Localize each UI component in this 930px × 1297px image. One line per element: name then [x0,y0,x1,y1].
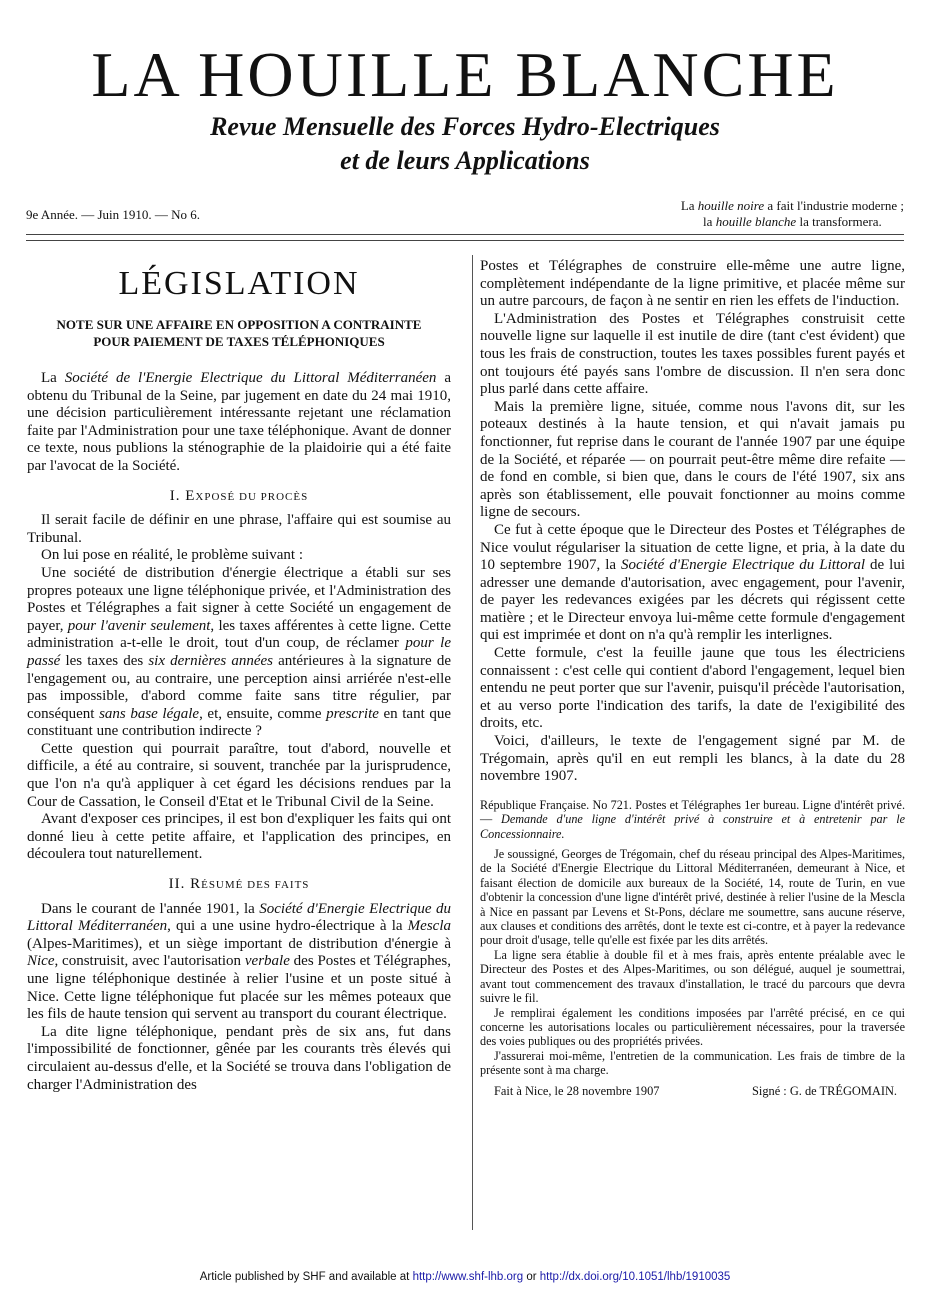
doi-link[interactable]: http://dx.doi.org/10.1051/lhb/1910035 [539,1271,731,1283]
issue-info: 9e Année. — Juin 1910. — No 6. [26,207,201,222]
paragraph: L'Administration des Postes et Télégraphes construisit cette nouvelle ligne sur laquelle il est inutile de dire (tant c'est évident) que tous les frais de construction, toutes les taxes possibles furent payés et ont toujours été payés sans l'ombre de discussion. Il n'en sera donc plus parlé dans cette affaire. [480,310,905,398]
motto: La houille noire a fait l'industrie moderne ; la houille blanche la transformera. [680,198,904,229]
engagement-quote [480,798,905,1098]
quote-paragraph: J'assurerai moi-même, l'entretien de la communication. Les frais de timbre de la présente sont à ma charge. [480,1048,905,1078]
paragraph: Ce fut à cette époque que le Directeur des Postes et Télégraphes de Nice voulut régulariser la situation de cette ligne, et pria, à la date du 10 septembre 1907, la Société d'Energie Electrique du Littoral de lui adresser une demande d'autorisation, avec engagement, pour l'avenir, de payer les redevances exigées par les décrets qui régissent cette matière ; et le Directeur envoya lui-même cette formule d'engagement qui est imprimée et dont on n'a qu'à remplir les interlignes. [480,521,906,644]
paragraph: Une société de distribution d'énergie électrique a établi sur ses propres poteaux une ligne téléphonique privée, et l'Administration des Postes et Télégraphes a fait signer à cette Société un engagement de payer, pour l'avenir seulement, les taxes afférentes à cette ligne. Cette administration a-t-elle le droit, tout d'un coup, de réclamer pour le passé les taxes des six dernières années antérieures à la signature de l'engagement ou, au contraire, une perception ainsi arriérée n'est-elle pas impossible, d'abord comme faite sans titre régulier, par conséquent sans base légale, et, ensuite, comme prescrite en tant que constituant une contribution indirecte ? [27,564,451,740]
left-column [27,258,451,1094]
quote-paragraph: Je soussigné, Georges de Trégomain, chef du réseau principal des Alpes-Maritimes, de la Société d'Energie Electrique du Littoral Méditerranéen, demeurant à Nice, et faisant élection de domicile aux bureaux de la Société, 14, route de Turin, en vue d'obtenir la concession d'une ligne d'intérêt privé, destinée à relier l'usine de la Mescla à Nice en passant par Levens et St-Pons, déclare me soumettre, sans aucune réserve, aux clauses et conditions des arrêtés, dont le texte est ci-contre, et à payer la redevance pour droit d'usage, telle qu'elle est fixée par les dits arrêtés. [480,847,905,948]
paragraph: Il serait facile de définir en une phrase, l'affaire qui est soumise au Tribunal. [27,512,451,546]
paragraph: Voici, d'ailleurs, le texte de l'engagement signé par M. de Trégomain, après qu'il en eut rempli les blancs, à la date du 28 novembre 1907. [480,733,905,785]
chapter-heading-2: II. RÉSUMÉ DES FAITS [168,876,310,893]
quote-header: République Française. No 721. Postes et Télégraphes 1er bureau. Ligne d'intérêt privé. — Demande d'une ligne d'intérêt privé à construire et à entretenir par le Concessionnaire. [480,797,905,841]
signature-date: Fait à Nice, le 28 novembre 1907 [494,1083,660,1098]
masthead [0,40,930,178]
signature-line [480,1084,905,1098]
section-title: LÉGISLATION [118,265,360,302]
footer: Article published by SHF and available at http://www.shf-lhb.org or http://dx.doi.org/10.1051/lhb/1910035 [199,1271,731,1283]
quote-paragraph: La ligne sera établie à double fil et à mes frais, après entente préalable avec le Directeur des Postes et des Alpes-Maritimes, ou son délégué, auquel je soumettrai, avant tout commencement des travaux d'installation, le tracé du parcours que devra suivre le fil. [480,947,905,1006]
paragraph: Avant d'exposer ces principes, il est bon d'expliquer les faits qui ont donné lieu à cette petite affaire, et l'application des principes, en découlera tout naturellement. [27,811,451,863]
journal-title: LA HOUILLE BLANCHE [91,39,839,110]
journal-subtitle-line1: Revue Mensuelle des Forces Hydro-Electriques [210,112,720,141]
paragraph: On lui pose en réalité, le problème suivant : [41,547,304,564]
paragraph: Cette question qui pourrait paraître, tout d'abord, nouvelle et difficile, a été au contraire, si souvent, tranchée par la jurisprudence, que l'on n'a qu'à appliquer à cet égard les décisions rendues par la Cour de Cassation, le Conseil d'Etat et le Tribunal Civil de la Seine. [27,740,451,810]
paragraph: Dans le courant de l'année 1901, la Société d'Energie Electrique du Littoral Méditerranéen, qui a une usine hydro-électrique à la Mescla (Alpes-Maritimes), et un siège important de distribution d'énergie à Nice, construisit, avec l'autorisation verbale des Postes et Télégraphes, une ligne téléphonique destinée à relier l'usine et un poste situé à Nice. Cette ligne téléphonique fut placée sur les mêmes poteaux que les fils de haute tension qui servent au transport du courant électrique. [27,900,451,1023]
header-rule-top [26,234,904,235]
column-divider [472,255,473,1230]
header-rule-bottom [26,240,904,241]
quote-paragraph: Je remplirai également les conditions imposées par l'arrêté précisé, en ce qui concerne les autorisations locales ou particulièrement nécessaires, pour la traversée des voies publiques ou des propriétés privées. [480,1005,905,1049]
journal-subtitle-line2: et de leurs Applications [340,146,590,175]
paragraph: Mais la première ligne, située, comme nous l'avons dit, sur les poteaux destinés à la haute tension, et qui n'avait jamais pu fonctionner, fut reprise dans le courant de l'année 1907 par une équipe de la Société, et réparée — on pourrait peut-être même dire refaite — de fond en comble, si bien que, dans le cours de l'été 1907, six ans après son établissement, elle pouvait fonctionner au moins comme ligne de secours. [480,398,905,521]
chapter-heading-1: I. EXPOSÉ DU PROCÈS [169,487,309,504]
intro-paragraph: La Société de l'Energie Electrique du Littoral Méditerranéen a obtenu du Tribunal de la Seine, par jugement en date du 24 mai 1910, une décision particulièrement intéressante rejetant une réclamation faite par l'Administration pour une taxe téléphonique. Avant de donner ce texte, nous publions la sténographie de la plaidoirie qui a été faite par l'avocat de la Société. [27,370,451,474]
right-column [480,258,905,1098]
article-subtitle: NOTE SUR UNE AFFAIRE EN OPPOSITION A CONTRAINTE POUR PAIEMENT DE TAXES TÉLÉPHONIQUES [56,317,422,349]
signature-name: Signé : G. de TRÉGOMAIN. [751,1083,897,1098]
paragraph: Cette formule, c'est la feuille jaune que tous les électriciens connaissent : c'est celle qui contient d'abord l'engagement, lequel bien entendu ne peut porter que sur l'avenir, puisqu'il précède l'autorisation, et au verso porte l'indication des tarifs, la date de l'exigibilité des droits, etc. [480,645,905,732]
shf-link[interactable]: http://www.shf-lhb.org [412,1271,524,1283]
paragraph: La dite ligne téléphonique, pendant près de six ans, fut dans l'impossibilité de fonctionner, gênée par les courants très élevés qui circulaient au-dessus d'elle, et la Société se trouva dans l'obligation de charger l'Administration des [27,1023,451,1093]
paragraph: Postes et Télégraphes de construire elle-même une autre ligne, complètement indépendante de la ligne primitive, et placée même sur un autre parcours, de façon à ne sentir en rien les effets de l'induction. [480,258,905,310]
